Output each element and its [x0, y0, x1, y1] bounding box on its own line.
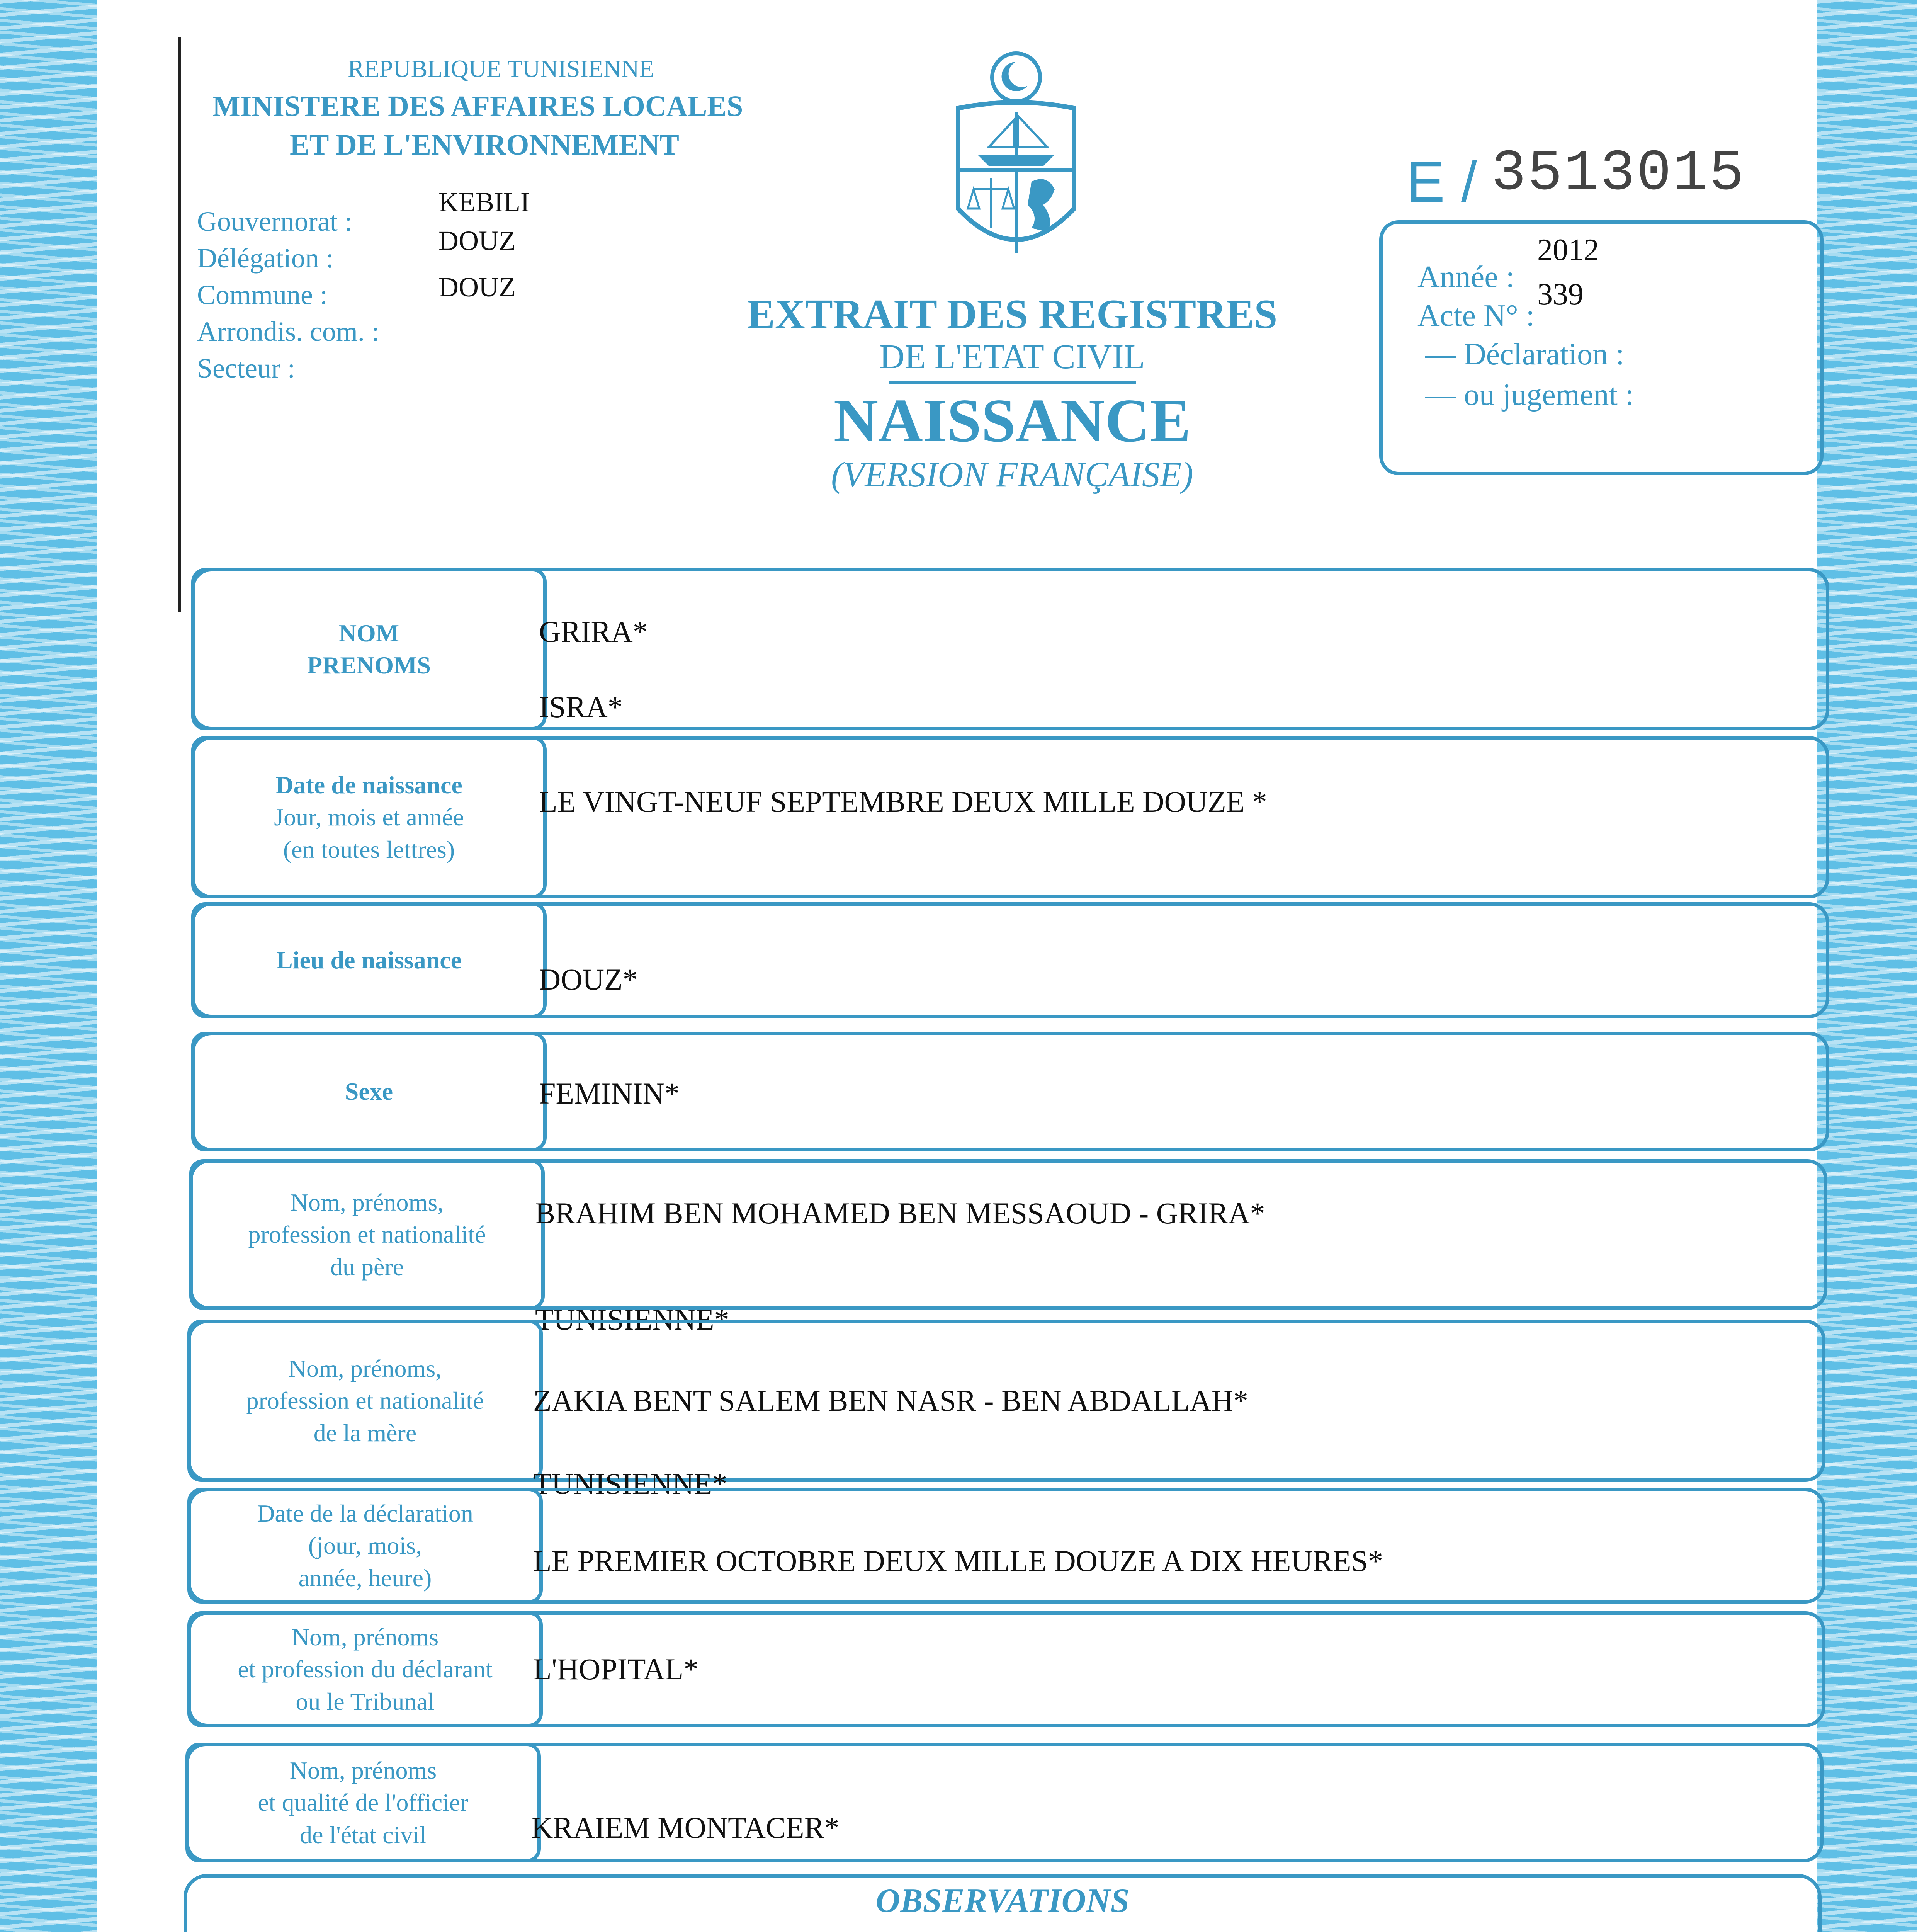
right-guilloche-border	[1817, 0, 1917, 1932]
value-prenoms: ISRA*	[539, 690, 623, 724]
label-pere-line2: profession et nationalité	[248, 1221, 486, 1248]
label-mere	[187, 1320, 543, 1482]
ministry-line-1: MINISTERE DES AFFAIRES LOCALES	[212, 90, 743, 122]
acte-label: Acte N° :	[1417, 299, 1535, 333]
republic-title: REPUBLIQUE TUNISIENNE	[348, 55, 654, 82]
header-fields	[197, 182, 545, 398]
value-sexe: FEMININ*	[539, 1077, 680, 1110]
label-pere-line1: Nom, prénoms,	[290, 1189, 444, 1216]
side-print-code	[62, 1804, 76, 1932]
value-nom: GRIRA*	[539, 615, 648, 648]
gouvernorat-label: Gouvernorat :	[197, 206, 352, 237]
label-officier	[185, 1743, 541, 1862]
label-lieu-naissance	[191, 902, 547, 1018]
acte-value: 339	[1537, 277, 1584, 311]
label-date-declaration	[187, 1488, 543, 1604]
label-declarant	[187, 1611, 543, 1727]
value-date-declaration: LE PREMIER OCTOBRE DEUX MILLE DOUZE A DIX HEURES*	[533, 1544, 1383, 1578]
label-date-naissance-title: Date de naissance	[275, 771, 462, 799]
title-line-1: EXTRAIT DES REGISTRES	[747, 291, 1278, 337]
label-declarant-line3: ou le Tribunal	[296, 1687, 435, 1715]
secteur-label: Secteur :	[197, 353, 295, 384]
label-mere-line2: profession et nationalité	[246, 1387, 484, 1415]
delegation-label: Délégation :	[197, 243, 334, 274]
left-guilloche-border	[0, 0, 97, 1932]
commune-label: Commune :	[197, 279, 328, 310]
act-number-box	[1379, 220, 1824, 475]
value-officier: KRAIEM MONTACER*	[531, 1811, 840, 1844]
declaration-label: — Déclaration :	[1425, 337, 1625, 371]
label-declarant-line2: et profession du déclarant	[238, 1655, 493, 1683]
value-mere-nom: ZAKIA BENT SALEM BEN NASR - BEN ABDALLAH*	[533, 1384, 1249, 1417]
label-pere	[189, 1159, 545, 1310]
value-date-naissance: LE VINGT-NEUF SEPTEMBRE DEUX MILLE DOUZE *	[539, 785, 1267, 818]
title-divider	[889, 381, 1136, 384]
annee-value: 2012	[1537, 233, 1599, 267]
label-date-declaration-line2: (jour, mois,	[308, 1532, 422, 1560]
title-main: NAISSANCE	[833, 386, 1191, 455]
jugement-label: — ou jugement :	[1425, 378, 1634, 412]
value-lieu-naissance: DOUZ*	[539, 963, 638, 996]
label-sexe-title: Sexe	[345, 1078, 393, 1105]
label-date-naissance-line2: Jour, mois et année	[274, 803, 464, 831]
label-nom: NOM	[338, 619, 399, 647]
delegation-value: DOUZ	[438, 225, 516, 256]
label-sexe	[191, 1032, 547, 1151]
label-mere-line3: de la mère	[313, 1419, 417, 1447]
serial-prefix: E /	[1406, 149, 1477, 214]
value-pere-nationalite: TUNISIENNE*	[535, 1303, 729, 1336]
label-officier-line3: de l'état civil	[300, 1821, 427, 1849]
title-version: (VERSION FRANÇAISE)	[831, 454, 1193, 494]
serial-number: 3513015	[1491, 141, 1746, 207]
label-mere-line1: Nom, prénoms,	[288, 1355, 442, 1383]
gouvernorat-value: KEBILI	[438, 187, 530, 218]
label-prenoms: PRENOMS	[307, 651, 431, 679]
value-mere-nationalite: TUNISIENNE*	[533, 1467, 727, 1500]
document-title-block	[657, 292, 1368, 494]
label-declarant-line1: Nom, prénoms	[291, 1623, 439, 1651]
label-officier-line2: et qualité de l'officier	[258, 1789, 469, 1816]
value-pere-nom: BRAHIM BEN MOHAMED BEN MESSAOUD - GRIRA*	[535, 1196, 1265, 1230]
label-date-declaration-line1: Date de la déclaration	[257, 1500, 473, 1527]
arrondissement-label: Arrondis. com. :	[197, 316, 379, 347]
label-date-naissance	[191, 736, 547, 898]
title-line-2: DE L'ETAT CIVIL	[879, 337, 1145, 376]
value-declarant: L'HOPITAL*	[533, 1652, 699, 1686]
label-date-naissance-line3: (en toutes lettres)	[283, 835, 455, 863]
commune-value: DOUZ	[438, 272, 516, 303]
label-nom-prenoms	[191, 568, 547, 730]
left-rule	[178, 37, 181, 612]
annee-label: Année :	[1417, 260, 1515, 294]
label-date-declaration-line3: année, heure)	[298, 1564, 432, 1592]
observations-box	[184, 1874, 1822, 1932]
label-lieu-naissance-title: Lieu de naissance	[276, 946, 462, 974]
ministry-line-2: ET DE L'ENVIRONNEMENT	[290, 129, 679, 161]
label-pere-line3: du père	[330, 1253, 404, 1281]
coat-of-arms-emblem	[935, 43, 1097, 274]
observations-title: OBSERVATIONS	[875, 1882, 1130, 1920]
label-officier-line1: Nom, prénoms	[289, 1757, 437, 1784]
